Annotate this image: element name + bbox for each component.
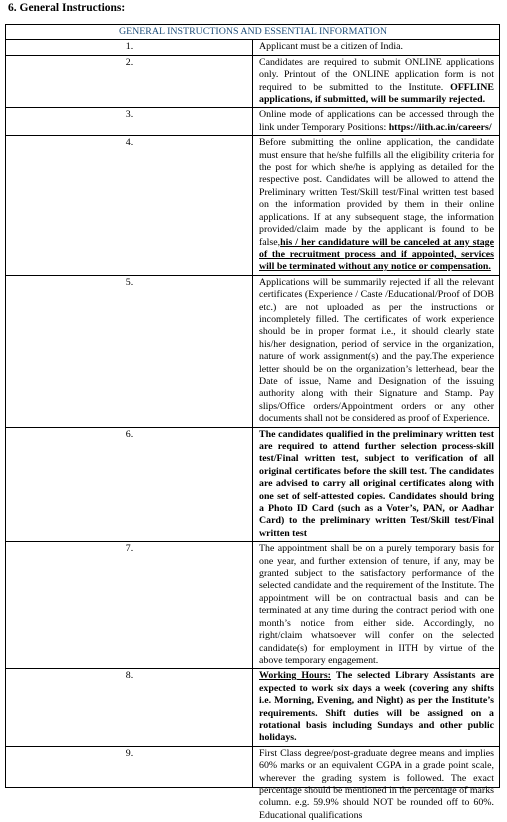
item-text [253, 108, 500, 136]
item-text: Applications will be summarily rejected if all the relevant certificates (Experience / Caste /Educational/Proof of DOB etc.) are not uploaded as per the instructions or incompletely filled. The certificates of work experience should be in proper format i.e., it should clearly state his/her designation, period of service in the organization, nature of work assignment(s) and the pay.The experience letter should be on the organization’s letterhead, bear the Date of issue, Name and Designation of the issuing authority along with their Signature and Stamp. Pay slips/Office orders/Appointment orders or any other documents shall not be considered as proof of Experience. [253, 275, 500, 427]
table-row [6, 746, 500, 787]
item-text [253, 55, 500, 108]
table-row [6, 542, 500, 669]
item-text-bold: OFFLINE applications, if submitted, will be summarily rejected. [259, 81, 494, 106]
working-hours-label: Working Hours: [259, 670, 331, 682]
item-number: 7. [6, 542, 253, 669]
item-text: The candidates qualified in the preliminary written test are required to attend further selection process-skill test/Final written test, subject to verification of all original certificates before the skill test. The candidates are advised to carry all original certificates along with one set of self-attested copies. Candidates should bring a Photo ID Card (such as a Voter’s, PAN, or Aadhar Card) to the preliminary written Test/Skill test/Final written test [253, 427, 500, 542]
item-text-part: The selected Library Assistants are expected to work six days a week (covering any shifts i.e. Morning, Evening, and Night) as per the Institute’s requirements. Shift duties will be assigned on a rotational basis including Sundays and other public holidays. [259, 670, 494, 744]
item-number: 6. [6, 427, 253, 542]
table-row [6, 427, 500, 542]
table-row [6, 275, 500, 427]
table-row [6, 108, 500, 136]
item-text [253, 136, 500, 275]
item-number: 1. [6, 40, 253, 55]
item-number: 9. [6, 746, 253, 787]
table-row [6, 55, 500, 108]
item-text: Applicant must be a citizen of India. [253, 40, 500, 55]
item-number: 2. [6, 55, 253, 108]
table-row [6, 136, 500, 275]
item-text [253, 669, 500, 746]
item-text-part: Online mode of applications can be accessed through the link under Temporary Positions: [259, 109, 494, 133]
item-text-bold-underlined: his / her candidature will be canceled at any stage of the recruitment process and if appointed, services will be terminated without any notice or compensation. [259, 236, 494, 273]
section-heading: 6. General Instructions: [8, 2, 126, 14]
item-text-clipped: First Class degree/post-graduate degree means and implies 60% marks or an equivalent CGPA in a grade point scale, wherever the grading system is followed. The exact percentage should be mentioned in the percentage of marks column. e.g. 59.9% should NOT be rounded off to 60%. Educational qualifications [259, 747, 494, 821]
table-title-row [6, 25, 500, 40]
item-number: 4. [6, 136, 253, 275]
item-text-part: Before submitting the online application, the candidate must ensure that he/she fulfills all the eligibility criteria for the post for which she/he is applying as detailed for the respective post. Candidates will be allowed to attend the Preliminary written Test/Skill test/Final written test based on the information provided by them in their online applications. If at any subsequent stage, the information provided/claim made by the applicant is found to be false, [259, 137, 494, 248]
item-number: 5. [6, 275, 253, 427]
table-title: GENERAL INSTRUCTIONS AND ESSENTIAL INFORMATION [6, 25, 500, 40]
item-text-part: Candidates are required to submit ONLINE applications only. Printout of the ONLINE application form is not required to be submitted to the Institute. [259, 56, 494, 93]
item-text [253, 746, 500, 821]
table-row [6, 669, 500, 746]
instructions-table [5, 24, 500, 821]
item-text: The appointment shall be on a purely temporary basis for one year, and further extension of tenure, if any, may be granted subject to the satisfactory performance of the selected candidate and the requirement of the Institute. The appointment will be on contractual basis and can be terminated at any time during the contract period with one month’s notice from either side. Accordingly, no right/claim whatsoever will confer on the selected candidate(s) for employment in IITH by virtue of the above temporary engagement. [253, 542, 500, 669]
item-number: 3. [6, 108, 253, 136]
careers-link[interactable]: https://iith.ac.in/careers/ [388, 121, 492, 133]
table-row [6, 40, 500, 55]
item-number: 8. [6, 669, 253, 746]
